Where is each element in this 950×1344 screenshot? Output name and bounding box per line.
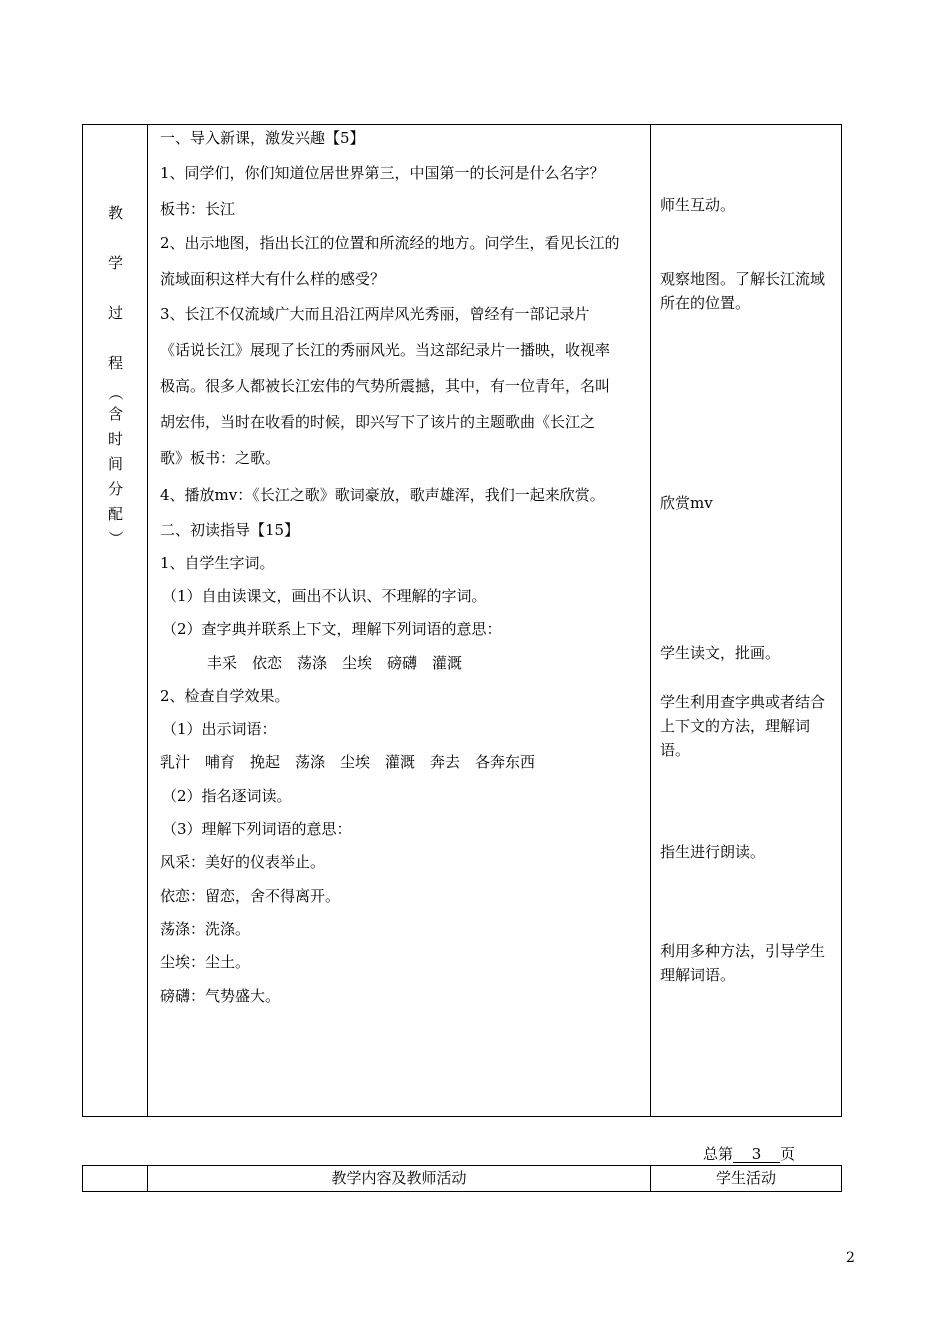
label-char: 教: [107, 204, 123, 222]
student-activity-column: [651, 125, 841, 1116]
student-note: 学生利用查字典或者结合上下文的方法，理解词语。: [660, 693, 826, 759]
label-char: （: [106, 385, 125, 401]
label-char: 间: [107, 455, 123, 473]
definition-line: 磅礴：气势盛大。: [160, 987, 281, 1005]
content-line: （2）指名逐词读。: [162, 787, 292, 805]
page-number: 2: [846, 1250, 855, 1266]
lesson-table: [82, 124, 842, 1117]
definition-line: 尘埃：尘土。: [160, 953, 251, 971]
student-note: 学生读文，批画。: [660, 644, 781, 662]
page-total-info: [703, 1145, 795, 1163]
content-line: 《话说长江》展现了长江的秀丽风光。当这部纪录片一播映，收视率: [160, 341, 611, 359]
header-student-activity: 学生活动: [715, 1169, 776, 1187]
student-note: 利用多种方法，引导学生理解词语。: [660, 942, 826, 984]
label-char: 配: [107, 505, 123, 523]
content-line: 1、自学生字词。: [160, 554, 275, 572]
definition-line: 风采：美好的仪表举止。: [160, 853, 326, 871]
content-line: 1、同学们，你们知道位居世界第三，中国第一的长河是什么名字？: [160, 164, 605, 182]
section-heading: 二、初读指导【15】: [160, 521, 300, 539]
label-char: 含: [107, 405, 123, 423]
header-blank-cell: [83, 1166, 148, 1191]
content-line: （1）自由读课文，画出不认识、不理解的字词。: [162, 587, 487, 605]
student-note: 观察地图。了解长江流域所在的位置。: [660, 270, 826, 312]
student-note: 师生互动。: [660, 196, 736, 214]
vocabulary-list: 丰采 依恋 荡涤 尘埃 磅礴 灌溉: [207, 654, 463, 672]
page-total-suffix: 页: [780, 1145, 796, 1163]
label-char: 程: [107, 354, 123, 372]
section-heading: 一、导入新课，激发兴趣【5】: [160, 129, 365, 147]
content-line: 2、出示地图，指出长江的位置和所流经的地方。问学生，看见长江的: [160, 234, 620, 252]
page-total-number: 3: [733, 1146, 780, 1163]
label-char: 分: [107, 480, 123, 498]
label-char: 时: [107, 430, 123, 448]
definition-line: 荡涤：洗涤。: [160, 920, 251, 938]
teacher-activity-column: [148, 125, 651, 1116]
label-char: 学: [107, 254, 123, 272]
content-line: 流域面积这样大有什么样的感受？: [160, 270, 386, 288]
header-row-table: [82, 1165, 842, 1192]
vocabulary-list: 乳汁 哺育 挽起 荡涤 尘埃 灌溉 奔去 各奔东西: [160, 753, 536, 771]
student-note: 指生进行朗读。: [660, 843, 766, 861]
content-line: 2、检查自学效果。: [160, 687, 290, 705]
content-line: 胡宏伟，当时在收看的时候，即兴写下了该片的主题歌曲《长江之: [160, 413, 596, 431]
header-teacher-activity: 教学内容及教师活动: [148, 1166, 651, 1191]
content-line: 板书：长江: [160, 200, 236, 218]
label-char: ）: [106, 530, 125, 546]
label-char: 过: [107, 304, 123, 322]
student-note: 欣赏mv: [660, 494, 713, 512]
page-total-prefix: 总第: [703, 1145, 734, 1163]
content-line: （2）查字典并联系上下文，理解下列词语的意思：: [162, 620, 502, 638]
definition-line: 依恋：留恋，舍不得离开。: [160, 887, 341, 905]
process-label-column: [83, 125, 148, 1116]
content-line: 极高。很多人都被长江宏伟的气势所震撼，其中，有一位青年，名叫: [160, 377, 611, 395]
content-line: 歌》板书：之歌。: [160, 449, 281, 467]
content-line: 3、长江不仅流域广大而且沿江两岸风光秀丽，曾经有一部记录片: [160, 305, 590, 323]
content-line: （1）出示词语：: [162, 720, 277, 738]
content-line: 4、播放mv：《长江之歌》歌词豪放，歌声雄浑，我们一起来欣赏。: [160, 486, 605, 504]
content-line: （3）理解下列词语的意思：: [162, 820, 352, 838]
